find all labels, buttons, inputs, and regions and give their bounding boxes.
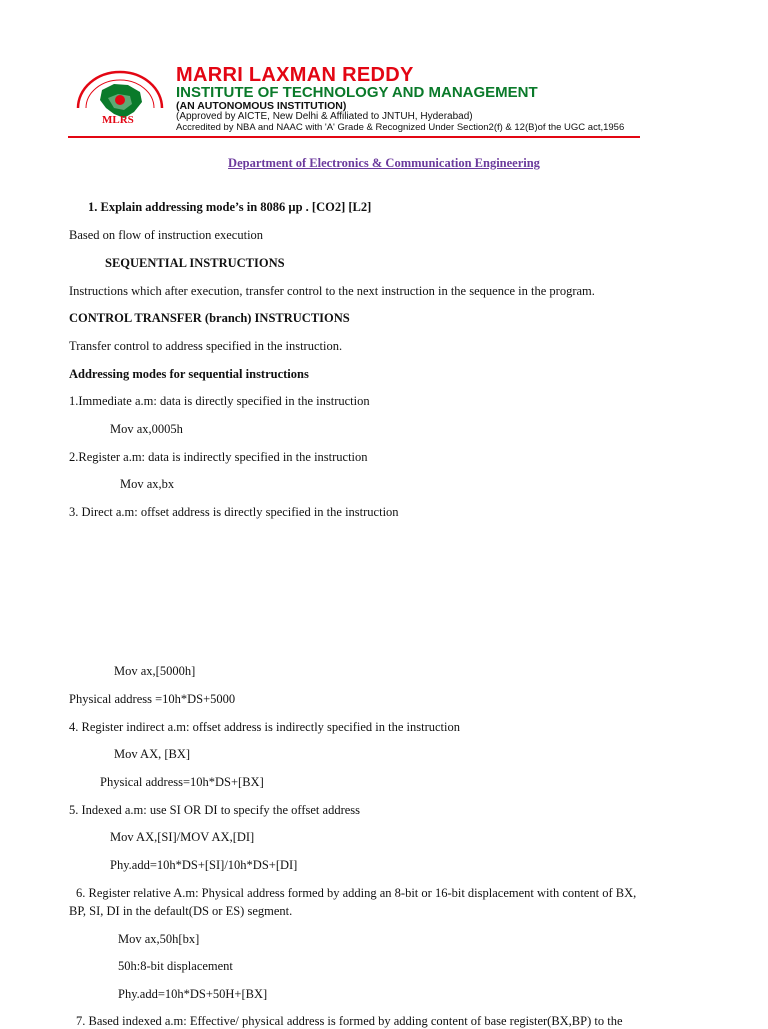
mode-indexed: 5. Indexed a.m: use SI OR DI to specify the offset address	[69, 803, 361, 817]
mode-register-indirect: 4. Register indirect a.m: offset address is indirectly specified in the instruction	[69, 720, 460, 734]
mode-direct-physical-address: Physical address =10h*DS+5000	[69, 692, 236, 706]
accreditation-text: Accredited by NBA and NAAC with 'A' Grade & Recognized Under Section2(f) & 12(B)of the UGC act,1956	[176, 122, 625, 133]
mode-indexed-example: Mov AX,[SI]/MOV AX,[DI]	[110, 830, 255, 844]
control-transfer-heading: CONTROL TRANSFER (branch) INSTRUCTIONS	[69, 311, 350, 325]
mode-register-indirect-example: Mov AX, [BX]	[114, 747, 191, 761]
mode-register-relative-example: Mov ax,50h[bx]	[118, 932, 200, 946]
mode-register-relative-line1: 6. Register relative A.m: Physical address formed by adding an 8-bit or 16-bit displacement with content of BX,	[76, 886, 637, 900]
mode-register-relative-displacement: 50h:8-bit displacement	[118, 959, 233, 973]
institute-subtitle: INSTITUTE OF TECHNOLOGY AND MANAGEMENT	[176, 84, 538, 101]
intro-text: Based on flow of instruction execution	[69, 228, 264, 242]
autonomous-label: (AN AUTONOMOUS INSTITUTION)	[176, 100, 347, 112]
mode-based-indexed: 7. Based indexed a.m: Effective/ physical address is formed by adding content of base register(BX,BP) to the	[76, 1014, 623, 1028]
question-heading: 1. Explain addressing mode’s in 8086 µp . [CO2] [L2]	[88, 200, 372, 214]
header-divider	[68, 136, 640, 138]
mode-immediate-example: Mov ax,0005h	[110, 422, 183, 436]
mode-register-relative-line2: BP, SI, DI in the default(DS or ES) segment.	[69, 904, 293, 918]
sequential-description: Instructions which after execution, transfer control to the next instruction in the sequence in the program.	[69, 284, 595, 298]
department-title: Department of Electronics & Communication Engineering	[228, 156, 540, 170]
institute-name: MARRI LAXMAN REDDY	[176, 64, 414, 86]
mode-register-example: Mov ax,bx	[120, 477, 175, 491]
approval-text: (Approved by AICTE, New Delhi & Affiliated to JNTUH, Hyderabad)	[176, 111, 473, 122]
mode-indexed-physical-address: Phy.add=10h*DS+[SI]/10h*DS+[DI]	[110, 858, 298, 872]
control-transfer-description: Transfer control to address specified in the instruction.	[69, 339, 343, 353]
institute-logo	[68, 68, 172, 134]
mode-register-relative-physical-address: Phy.add=10h*DS+50H+[BX]	[118, 987, 268, 1001]
sequential-heading: SEQUENTIAL INSTRUCTIONS	[105, 256, 285, 270]
mode-immediate: 1.Immediate a.m: data is directly specified in the instruction	[69, 394, 370, 408]
mode-direct-example: Mov ax,[5000h]	[114, 664, 196, 678]
mode-direct: 3. Direct a.m: offset address is directly specified in the instruction	[69, 505, 399, 519]
addressing-modes-heading: Addressing modes for sequential instructions	[69, 367, 309, 381]
mode-register-indirect-physical-address: Physical address=10h*DS+[BX]	[100, 775, 264, 789]
mode-register: 2.Register a.m: data is indirectly specified in the instruction	[69, 450, 368, 464]
logo-abbrev: MLRS	[102, 114, 134, 126]
